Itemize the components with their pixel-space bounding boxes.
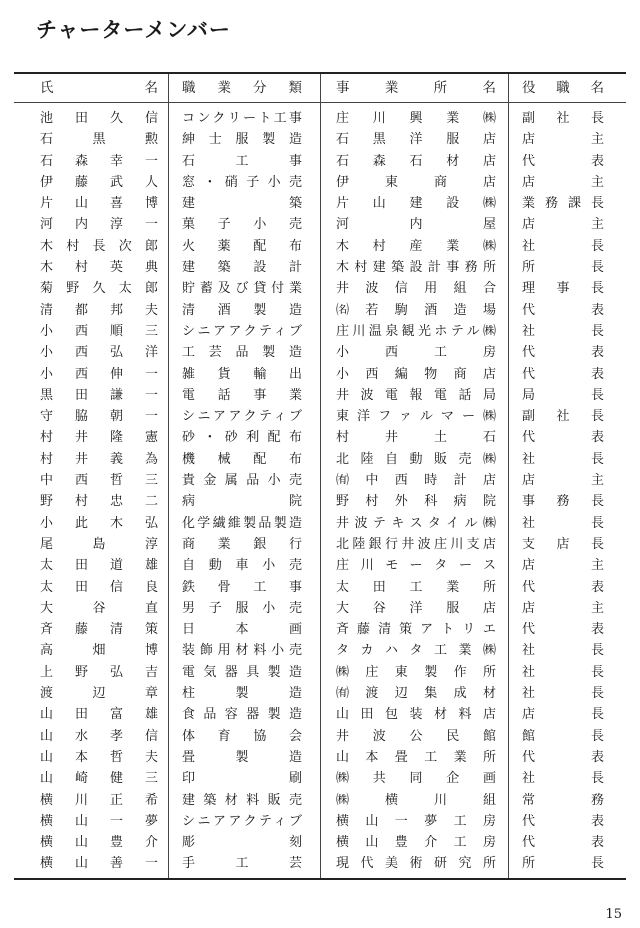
member-role: 事務長 bbox=[522, 494, 604, 510]
member-company: 庄川温泉観光ホテル㈱ bbox=[336, 323, 496, 339]
member-name: 伊藤武人 bbox=[40, 174, 158, 190]
table-row bbox=[14, 704, 626, 725]
table-row bbox=[14, 662, 626, 683]
member-name: 中西哲三 bbox=[40, 473, 158, 489]
member-name: 小西伸一 bbox=[40, 366, 158, 382]
table-row bbox=[14, 151, 626, 172]
table-row bbox=[14, 790, 626, 811]
member-occupation: 貯蓄及び貸付業 bbox=[182, 281, 302, 297]
table-row bbox=[14, 236, 626, 257]
member-occupation: 体育協会 bbox=[182, 728, 302, 744]
member-occupation: 電話事業 bbox=[182, 387, 302, 403]
member-occupation: 食品容器製造 bbox=[182, 707, 302, 723]
table-row bbox=[14, 193, 626, 214]
member-name: 山田富雄 bbox=[40, 707, 158, 723]
member-name: 横山豊介 bbox=[40, 835, 158, 851]
member-occupation: 鉄骨工事 bbox=[182, 579, 302, 595]
header-company: 事業所名 bbox=[336, 80, 496, 96]
member-occupation: 清酒製造 bbox=[182, 302, 302, 318]
table-row bbox=[14, 640, 626, 661]
table-header bbox=[14, 74, 626, 103]
member-occupation: 畳製造 bbox=[182, 749, 302, 765]
member-name: 斉藤清策 bbox=[40, 622, 158, 638]
table-row bbox=[14, 214, 626, 235]
member-role: 店主 bbox=[522, 132, 604, 148]
member-name: 横川正希 bbox=[40, 792, 158, 808]
member-occupation: 病院 bbox=[182, 494, 302, 510]
member-name: 太田道雄 bbox=[40, 558, 158, 574]
member-occupation: 印刷 bbox=[182, 771, 302, 787]
member-occupation: 建築 bbox=[182, 196, 302, 212]
member-company: ㈱横川組 bbox=[336, 792, 496, 808]
member-company: 河内屋 bbox=[336, 217, 496, 233]
member-name: 清都邦夫 bbox=[40, 302, 158, 318]
member-occupation: 日本画 bbox=[182, 622, 302, 638]
member-role: 店主 bbox=[522, 600, 604, 616]
member-name: 上野弘吉 bbox=[40, 664, 158, 680]
member-name: 小此木弘 bbox=[40, 515, 158, 531]
member-role: 代表 bbox=[522, 813, 604, 829]
table-row bbox=[14, 555, 626, 576]
member-name: 片山喜博 bbox=[40, 196, 158, 212]
member-name: 池田久信 bbox=[40, 111, 158, 126]
member-name: 石黒勲 bbox=[40, 132, 158, 148]
member-name: 太田信良 bbox=[40, 579, 158, 595]
member-company: ㈱庄東製作所 bbox=[336, 664, 496, 680]
member-company: 木村建築設計事務所 bbox=[336, 260, 496, 276]
table-row bbox=[14, 172, 626, 193]
table-row bbox=[14, 811, 626, 832]
member-role: 代表 bbox=[522, 579, 604, 595]
member-company: 村井土石 bbox=[336, 430, 496, 446]
member-company: 井波公民館 bbox=[336, 728, 496, 744]
member-company: 木村産業㈱ bbox=[336, 238, 496, 254]
member-name: 石森幸一 bbox=[40, 153, 158, 169]
member-occupation: 建築材料販売 bbox=[182, 792, 302, 808]
member-role: 社長 bbox=[522, 643, 604, 659]
member-company: 北陸銀行井波庄川支店 bbox=[336, 536, 496, 552]
member-company: 横山豊介工房 bbox=[336, 835, 496, 851]
member-company: ㈱共同企画 bbox=[336, 771, 496, 787]
member-name: 守脇朝一 bbox=[40, 409, 158, 425]
member-company: 野村外科病院 bbox=[336, 494, 496, 510]
member-occupation: シニアアクティブ bbox=[182, 409, 302, 425]
member-role: 社長 bbox=[522, 686, 604, 702]
member-company: ㈲中西時計店 bbox=[336, 473, 496, 489]
table-row bbox=[14, 470, 626, 491]
table-row bbox=[14, 385, 626, 406]
member-name: 村井隆憲 bbox=[40, 430, 158, 446]
member-role: 代表 bbox=[522, 302, 604, 318]
member-role: 館長 bbox=[522, 728, 604, 744]
member-name: 黒田謙一 bbox=[40, 387, 158, 403]
table-row bbox=[14, 364, 626, 385]
table-row bbox=[14, 257, 626, 278]
table-row bbox=[14, 406, 626, 427]
member-role: 業務課長 bbox=[522, 196, 604, 212]
member-company: 山田包装材料店 bbox=[336, 707, 496, 723]
member-company: ㈲渡辺集成材 bbox=[336, 686, 496, 702]
member-name: 山本哲夫 bbox=[40, 749, 158, 765]
member-role: 理事長 bbox=[522, 281, 604, 297]
member-name: 小西弘洋 bbox=[40, 345, 158, 361]
member-occupation: 砂・砂利配布 bbox=[182, 430, 302, 446]
member-occupation: 装飾用材料小売 bbox=[182, 643, 302, 659]
member-name: 木村長次郎 bbox=[40, 238, 158, 254]
member-company: 石森石材店 bbox=[336, 153, 496, 169]
member-company: 小西編物商店 bbox=[336, 366, 496, 382]
header-type: 職業分類 bbox=[182, 80, 302, 96]
member-occupation: 男子服小売 bbox=[182, 600, 302, 616]
member-company: 東洋ファルマー㈱ bbox=[336, 409, 496, 425]
member-role: 社長 bbox=[522, 451, 604, 467]
member-company: 伊東商店 bbox=[336, 174, 496, 190]
member-occupation: 菓子小売 bbox=[182, 217, 302, 233]
member-occupation: 商業銀行 bbox=[182, 536, 302, 552]
table-row bbox=[14, 853, 626, 874]
member-role: 代表 bbox=[522, 153, 604, 169]
table-row bbox=[14, 108, 626, 129]
member-role: 常務 bbox=[522, 792, 604, 808]
member-company: 横山一夢工房 bbox=[336, 813, 496, 829]
member-name: 山崎健三 bbox=[40, 771, 158, 787]
member-occupation: 工芸品製造 bbox=[182, 345, 302, 361]
member-role: 副社長 bbox=[522, 111, 604, 126]
member-company: 庄川モータース bbox=[336, 558, 496, 574]
member-role: 代表 bbox=[522, 622, 604, 638]
table-row bbox=[14, 577, 626, 598]
page-title: チャーターメンバー bbox=[36, 18, 231, 42]
member-role: 代表 bbox=[522, 835, 604, 851]
member-role: 副社長 bbox=[522, 409, 604, 425]
member-company: 小西工房 bbox=[336, 345, 496, 361]
member-role: 店主 bbox=[522, 174, 604, 190]
member-occupation: 手工芸 bbox=[182, 856, 302, 872]
member-role: 所長 bbox=[522, 856, 604, 872]
member-company: 井波信用組合 bbox=[336, 281, 496, 297]
member-role: 社長 bbox=[522, 515, 604, 531]
member-company: 井波電報電話局 bbox=[336, 387, 496, 403]
table-row bbox=[14, 598, 626, 619]
member-role: 代表 bbox=[522, 366, 604, 382]
member-occupation: 貴金属品小売 bbox=[182, 473, 302, 489]
member-role: 社長 bbox=[522, 238, 604, 254]
table-row bbox=[14, 683, 626, 704]
member-name: 高畑博 bbox=[40, 643, 158, 659]
member-role: 代表 bbox=[522, 430, 604, 446]
member-company: 斉藤清策アトリエ bbox=[336, 622, 496, 638]
page-number: 15 bbox=[605, 907, 622, 922]
member-name: 大谷直 bbox=[40, 600, 158, 616]
member-name: 渡辺章 bbox=[40, 686, 158, 702]
table-row bbox=[14, 513, 626, 534]
table-row bbox=[14, 342, 626, 363]
member-role: 店主 bbox=[522, 473, 604, 489]
member-name: 村井義為 bbox=[40, 451, 158, 467]
member-company: 石黒洋服店 bbox=[336, 132, 496, 148]
member-role: 店主 bbox=[522, 217, 604, 233]
member-occupation: 紳士服製造 bbox=[182, 132, 302, 148]
member-company: 太田工業所 bbox=[336, 579, 496, 595]
member-company: タカハタ工業㈱ bbox=[336, 643, 496, 659]
table-row bbox=[14, 491, 626, 512]
member-role: 代表 bbox=[522, 749, 604, 765]
member-occupation: 電気器具製造 bbox=[182, 664, 302, 680]
member-name: 横山善一 bbox=[40, 856, 158, 872]
member-table bbox=[14, 72, 626, 880]
member-name: 横山一夢 bbox=[40, 813, 158, 829]
table-row bbox=[14, 726, 626, 747]
table-row bbox=[14, 768, 626, 789]
member-name: 尾島淳 bbox=[40, 536, 158, 552]
member-occupation: 建築設計 bbox=[182, 260, 302, 276]
member-name: 木村英典 bbox=[40, 260, 158, 276]
member-occupation: コンクリート工事 bbox=[182, 111, 302, 126]
member-occupation: 石工事 bbox=[182, 153, 302, 169]
member-role: 所長 bbox=[522, 260, 604, 276]
member-name: 河内淳一 bbox=[40, 217, 158, 233]
member-company: 山本畳工業所 bbox=[336, 749, 496, 765]
member-company: 井波テキスタイル㈱ bbox=[336, 515, 496, 531]
table-row bbox=[14, 300, 626, 321]
header-role: 役職名 bbox=[522, 80, 604, 96]
member-role: 社長 bbox=[522, 664, 604, 680]
member-role: 店長 bbox=[522, 707, 604, 723]
table-row bbox=[14, 534, 626, 555]
member-occupation: 雑貨輸出 bbox=[182, 366, 302, 382]
table-row bbox=[14, 129, 626, 150]
member-name: 野村忠二 bbox=[40, 494, 158, 510]
member-company: 庄川興業㈱ bbox=[336, 111, 496, 126]
table-row bbox=[14, 747, 626, 768]
member-occupation: 自動車小売 bbox=[182, 558, 302, 574]
member-company: 片山建設㈱ bbox=[336, 196, 496, 212]
member-occupation: 柱製造 bbox=[182, 686, 302, 702]
member-role: 代表 bbox=[522, 345, 604, 361]
header-name: 氏名 bbox=[40, 80, 158, 96]
member-occupation: 窓・硝子小売 bbox=[182, 174, 302, 190]
table-body bbox=[14, 108, 626, 875]
member-role: 社長 bbox=[522, 771, 604, 787]
table-row bbox=[14, 427, 626, 448]
member-role: 店主 bbox=[522, 558, 604, 574]
member-occupation: 化学繊維製品製造 bbox=[182, 515, 302, 531]
member-occupation: 彫刻 bbox=[182, 835, 302, 851]
table-row bbox=[14, 619, 626, 640]
member-occupation: シニアアクティブ bbox=[182, 813, 302, 829]
table-row bbox=[14, 278, 626, 299]
member-occupation: 機械配布 bbox=[182, 451, 302, 467]
member-occupation: 火薬配布 bbox=[182, 238, 302, 254]
table-row bbox=[14, 832, 626, 853]
member-role: 局長 bbox=[522, 387, 604, 403]
member-occupation: シニアアクティブ bbox=[182, 323, 302, 339]
member-company: ㈴若駒酒造場 bbox=[336, 302, 496, 318]
member-role: 社長 bbox=[522, 323, 604, 339]
member-role: 支店長 bbox=[522, 536, 604, 552]
member-name: 小西順三 bbox=[40, 323, 158, 339]
member-company: 北陸自動販売㈱ bbox=[336, 451, 496, 467]
member-name: 山水孝信 bbox=[40, 728, 158, 744]
member-company: 現代美術研究所 bbox=[336, 856, 496, 872]
table-row bbox=[14, 321, 626, 342]
table-row bbox=[14, 449, 626, 470]
member-company: 大谷洋服店 bbox=[336, 600, 496, 616]
member-name: 菊野久太郎 bbox=[40, 281, 158, 297]
